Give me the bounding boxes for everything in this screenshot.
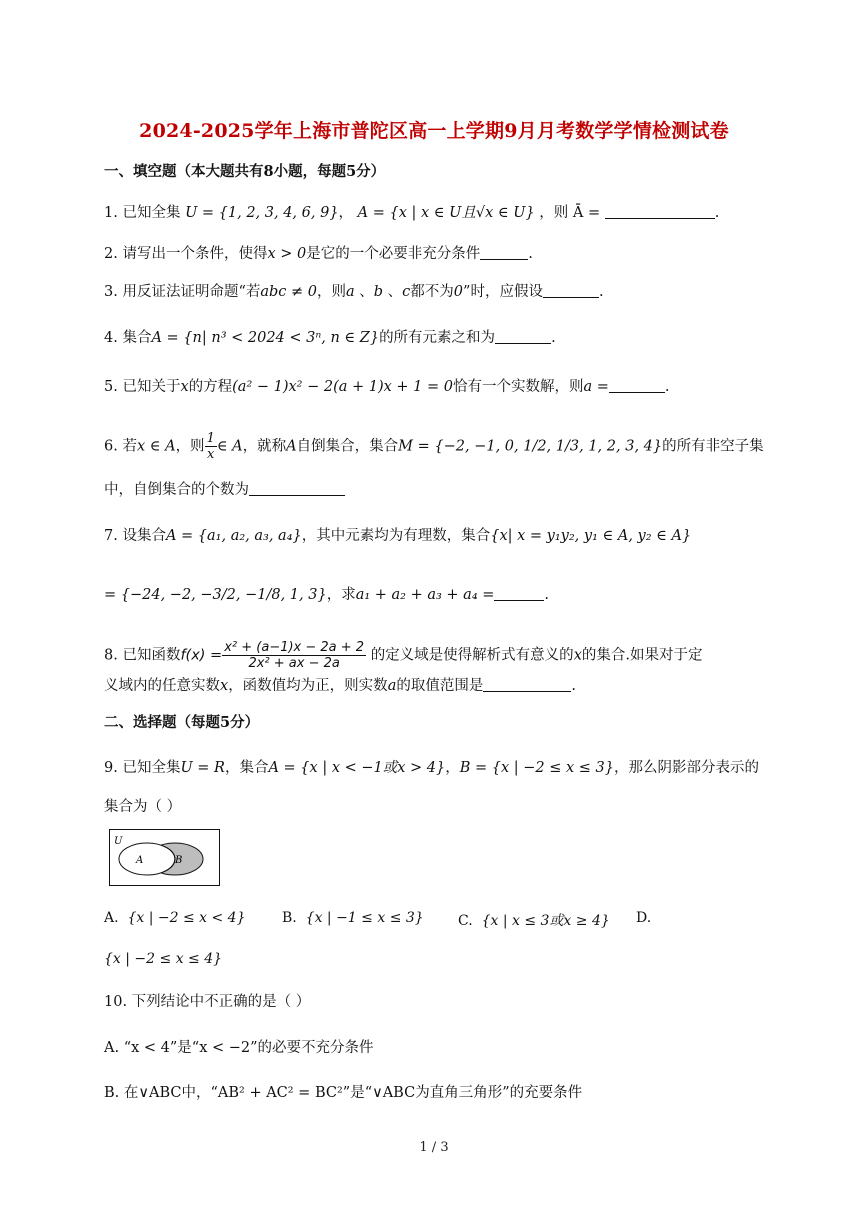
- section-heading-choice: 二、选择题（每题5分）: [104, 714, 260, 731]
- venn-label-b: B: [175, 855, 183, 866]
- answer-blank[interactable]: [480, 245, 528, 260]
- answer-blank[interactable]: [249, 481, 345, 496]
- question-8: 8. 已知函数f(x) = $\frac{\text{x² + (a−1)x − 2a + 2}}{\text{2x² + ax − 2a}}$ 的定义域是使得解析式有意义的x的集合.如果对于定: [104, 640, 703, 671]
- page-number: 1 / 3: [419, 1140, 449, 1155]
- option-b[interactable]: B. {x | −1 ≤ x ≤ 3}: [282, 910, 424, 926]
- question-7-line-2: = {−24, −2, −3/2, −1/8, 1, 3}，求a₁ + a₂ + a₃ + a₄ = .: [104, 587, 550, 603]
- question-1: 1. 已知全集 U = {1, 2, 3, 4, 6, 9}， A = {x | x ∈ U且√x ∈ U} ，则 Ā = .: [104, 205, 720, 221]
- set-a: A = {x | x ∈ U且√x ∈ U}: [357, 205, 535, 221]
- answer-blank[interactable]: [494, 586, 544, 601]
- answer-blank[interactable]: [483, 677, 571, 692]
- question-10: 10. 下列结论中不正确的是（ ）: [104, 994, 311, 1010]
- question-4: 4. 集合A = {n| n³ < 2024 < 3ⁿ, n ∈ Z}的所有元素之和为 .: [104, 330, 556, 346]
- venn-label-a: A: [136, 855, 144, 866]
- option-c[interactable]: C. {x | x ≤ 3或x ≥ 4}: [458, 913, 610, 929]
- option-a[interactable]: A. {x | −2 ≤ x < 4}: [104, 910, 246, 926]
- q10-option-a[interactable]: A. “x < 4”是“x < −2”的必要不充分条件: [104, 1040, 374, 1056]
- set-u: U = {1, 2, 3, 4, 6, 9}: [185, 205, 339, 221]
- option-d-label[interactable]: D.: [636, 910, 652, 926]
- question-9-line-2: 集合为（ ）: [104, 799, 182, 815]
- question-6-line-2: 中，自倒集合的个数为: [104, 480, 345, 500]
- answer-blank[interactable]: [543, 283, 599, 298]
- question-9: 9. 已知全集U = R，集合A = {x | x < −1或x > 4}，B = {x | −2 ≤ x ≤ 3}，那么阴影部分表示的: [104, 760, 760, 776]
- q10-option-b[interactable]: B. 在∨ABC中，“AB² + AC² = BC²”是“∨ABC为直角三角形”的充要条件: [104, 1085, 583, 1101]
- option-d[interactable]: {x | −2 ≤ x ≤ 4}: [104, 951, 223, 967]
- section-heading-fill-in: 一、填空题（本大题共有8小题，每题5分）: [104, 163, 386, 180]
- question-5: 5. 已知关于x的方程(a² − 1)x² − 2(a + 1)x + 1 = 0恰有一个实数解，则a = .: [104, 379, 670, 395]
- function-fraction: $\frac{\text{x² + (a−1)x − 2a + 2}}{\text{2x² + ax − 2a}}$: [224, 640, 365, 671]
- answer-blank[interactable]: [609, 378, 665, 393]
- answer-blank[interactable]: [495, 329, 551, 344]
- venn-label-u: U: [114, 836, 123, 847]
- question-3: 3. 用反证法证明命题“若abc ≠ 0，则a 、b 、c都不为0”时，应假设 .: [104, 284, 604, 300]
- set-m: M = {−2, −1, 0, 1/2, 1/3, 1, 2, 3, 4}: [398, 438, 663, 455]
- venn-diagram: [109, 829, 221, 887]
- answer-blank[interactable]: [605, 204, 715, 219]
- question-2: 2. 请写出一个条件，使得x > 0是它的一个必要非充分条件 .: [104, 246, 533, 262]
- question-7: 7. 设集合A = {a₁, a₂, a₃, a₄}，其中元素均为有理数，集合{x| x = y₁y₂, y₁ ∈ A, y₂ ∈ A}: [104, 528, 692, 544]
- fraction: $\frac{1}{x}$: [206, 431, 215, 462]
- question-6: 6. 若x ∈ A，则 $\frac{1}{x}$ ∈ A，就称A自倒集合，集合M = {−2, −1, 0, 1/2, 1/3, 1, 2, 3, 4}的所有非空子集: [104, 431, 764, 462]
- question-8-line-2: 义域内的任意实数x，函数值均为正，则实数a的取值范围是 .: [104, 678, 576, 694]
- page-title: 2024-2025学年上海市普陀区高一上学期9月月考数学学情检测试卷: [139, 120, 729, 142]
